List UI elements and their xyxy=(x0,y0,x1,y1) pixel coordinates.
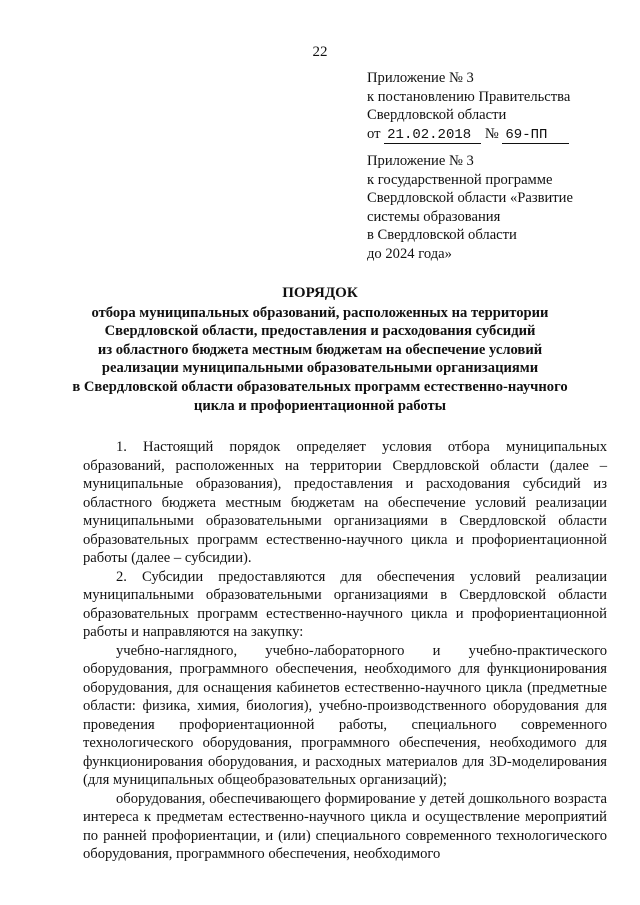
page-number: 22 xyxy=(312,44,328,60)
appendix-1-line: Приложение № 3 xyxy=(367,70,474,86)
appendix-to-program xyxy=(367,152,573,263)
title-main: ПОРЯДОК xyxy=(282,285,358,301)
number-prefix: № xyxy=(484,125,499,142)
appendix-2-line: до 2024 года» xyxy=(367,245,452,262)
appendix-1-line: Свердловской области xyxy=(367,107,507,123)
appendix-1-line: к постановлению Правительства xyxy=(367,88,571,105)
paragraph: 1. Настоящий порядок определяет условия отбора муниципальных образований, расположенных на территории Свердловской области (далее – муниципальные образования), предоставления и расходования субсидий из областного бюджета местным бюджетам на обеспечение условий реализации муниципальными образовательными организациями в Свердловской области образовательных программ естественно-научного цикла и профориентационной работы (далее – субсидии). xyxy=(83,439,607,566)
resolution-date-line xyxy=(367,125,570,145)
title-line: Свердловской области, предоставления и расходования субсидий xyxy=(104,323,536,340)
date-prefix: от xyxy=(367,125,381,142)
document-title xyxy=(60,284,580,415)
paragraph: оборудования, обеспечивающего формирование у детей дошкольного возраста интереса к предметам естественно-научного цикла и осуществление мероприятий по ранней профориентации, и (или) специального современного технологического оборудования, программного обеспечения, необходимого xyxy=(83,790,607,862)
appendix-to-resolution xyxy=(367,69,570,144)
title-subtitle xyxy=(60,304,580,416)
appendix-2-line: в Свердловской области xyxy=(367,227,517,243)
appendix-2-line: Приложение № 3 xyxy=(367,153,474,169)
resolution-date: 21.02.2018 xyxy=(384,127,481,144)
title-line: цикла и профориентационной работы xyxy=(193,397,447,414)
appendix-2-line: к государственной программе xyxy=(367,171,553,188)
document-body xyxy=(83,438,607,864)
title-line: реализации муниципальными образовательными организациями xyxy=(101,360,539,377)
resolution-number: 69-ПП xyxy=(502,127,569,144)
title-line: отбора муниципальных образований, расположенных на территории xyxy=(91,304,549,321)
paragraph: 2. Субсидии предоставляются для обеспечения условий реализации муниципальными образовательными организациями в Свердловской области образовательных программ естественно-научного цикла и профориентационной работы и направляются на закупку: xyxy=(83,568,607,640)
title-line: из областного бюджета местным бюджетам на обеспечение условий xyxy=(97,341,543,358)
paragraph: учебно-наглядного, учебно-лабораторного и учебно-практического оборудования, программного обеспечения, необходимого для функционирования оборудования, для оснащения кабинетов естественно-научного цикла (предметные области: физика, химия, биология), учебно-производственного оборудования для проведения профориентационной работы, специального современного технологического оборудования, программного обеспечения, необходимого для функционирования оборудования, и расходных материалов для 3D-моделирования (для муниципальных общеобразовательных организаций); xyxy=(83,642,607,788)
appendix-2-line: Свердловской области «Развитие xyxy=(367,190,573,206)
appendix-2-line: системы образования xyxy=(367,208,501,225)
title-line: в Свердловской области образовательных программ естественно-научного xyxy=(72,378,568,395)
